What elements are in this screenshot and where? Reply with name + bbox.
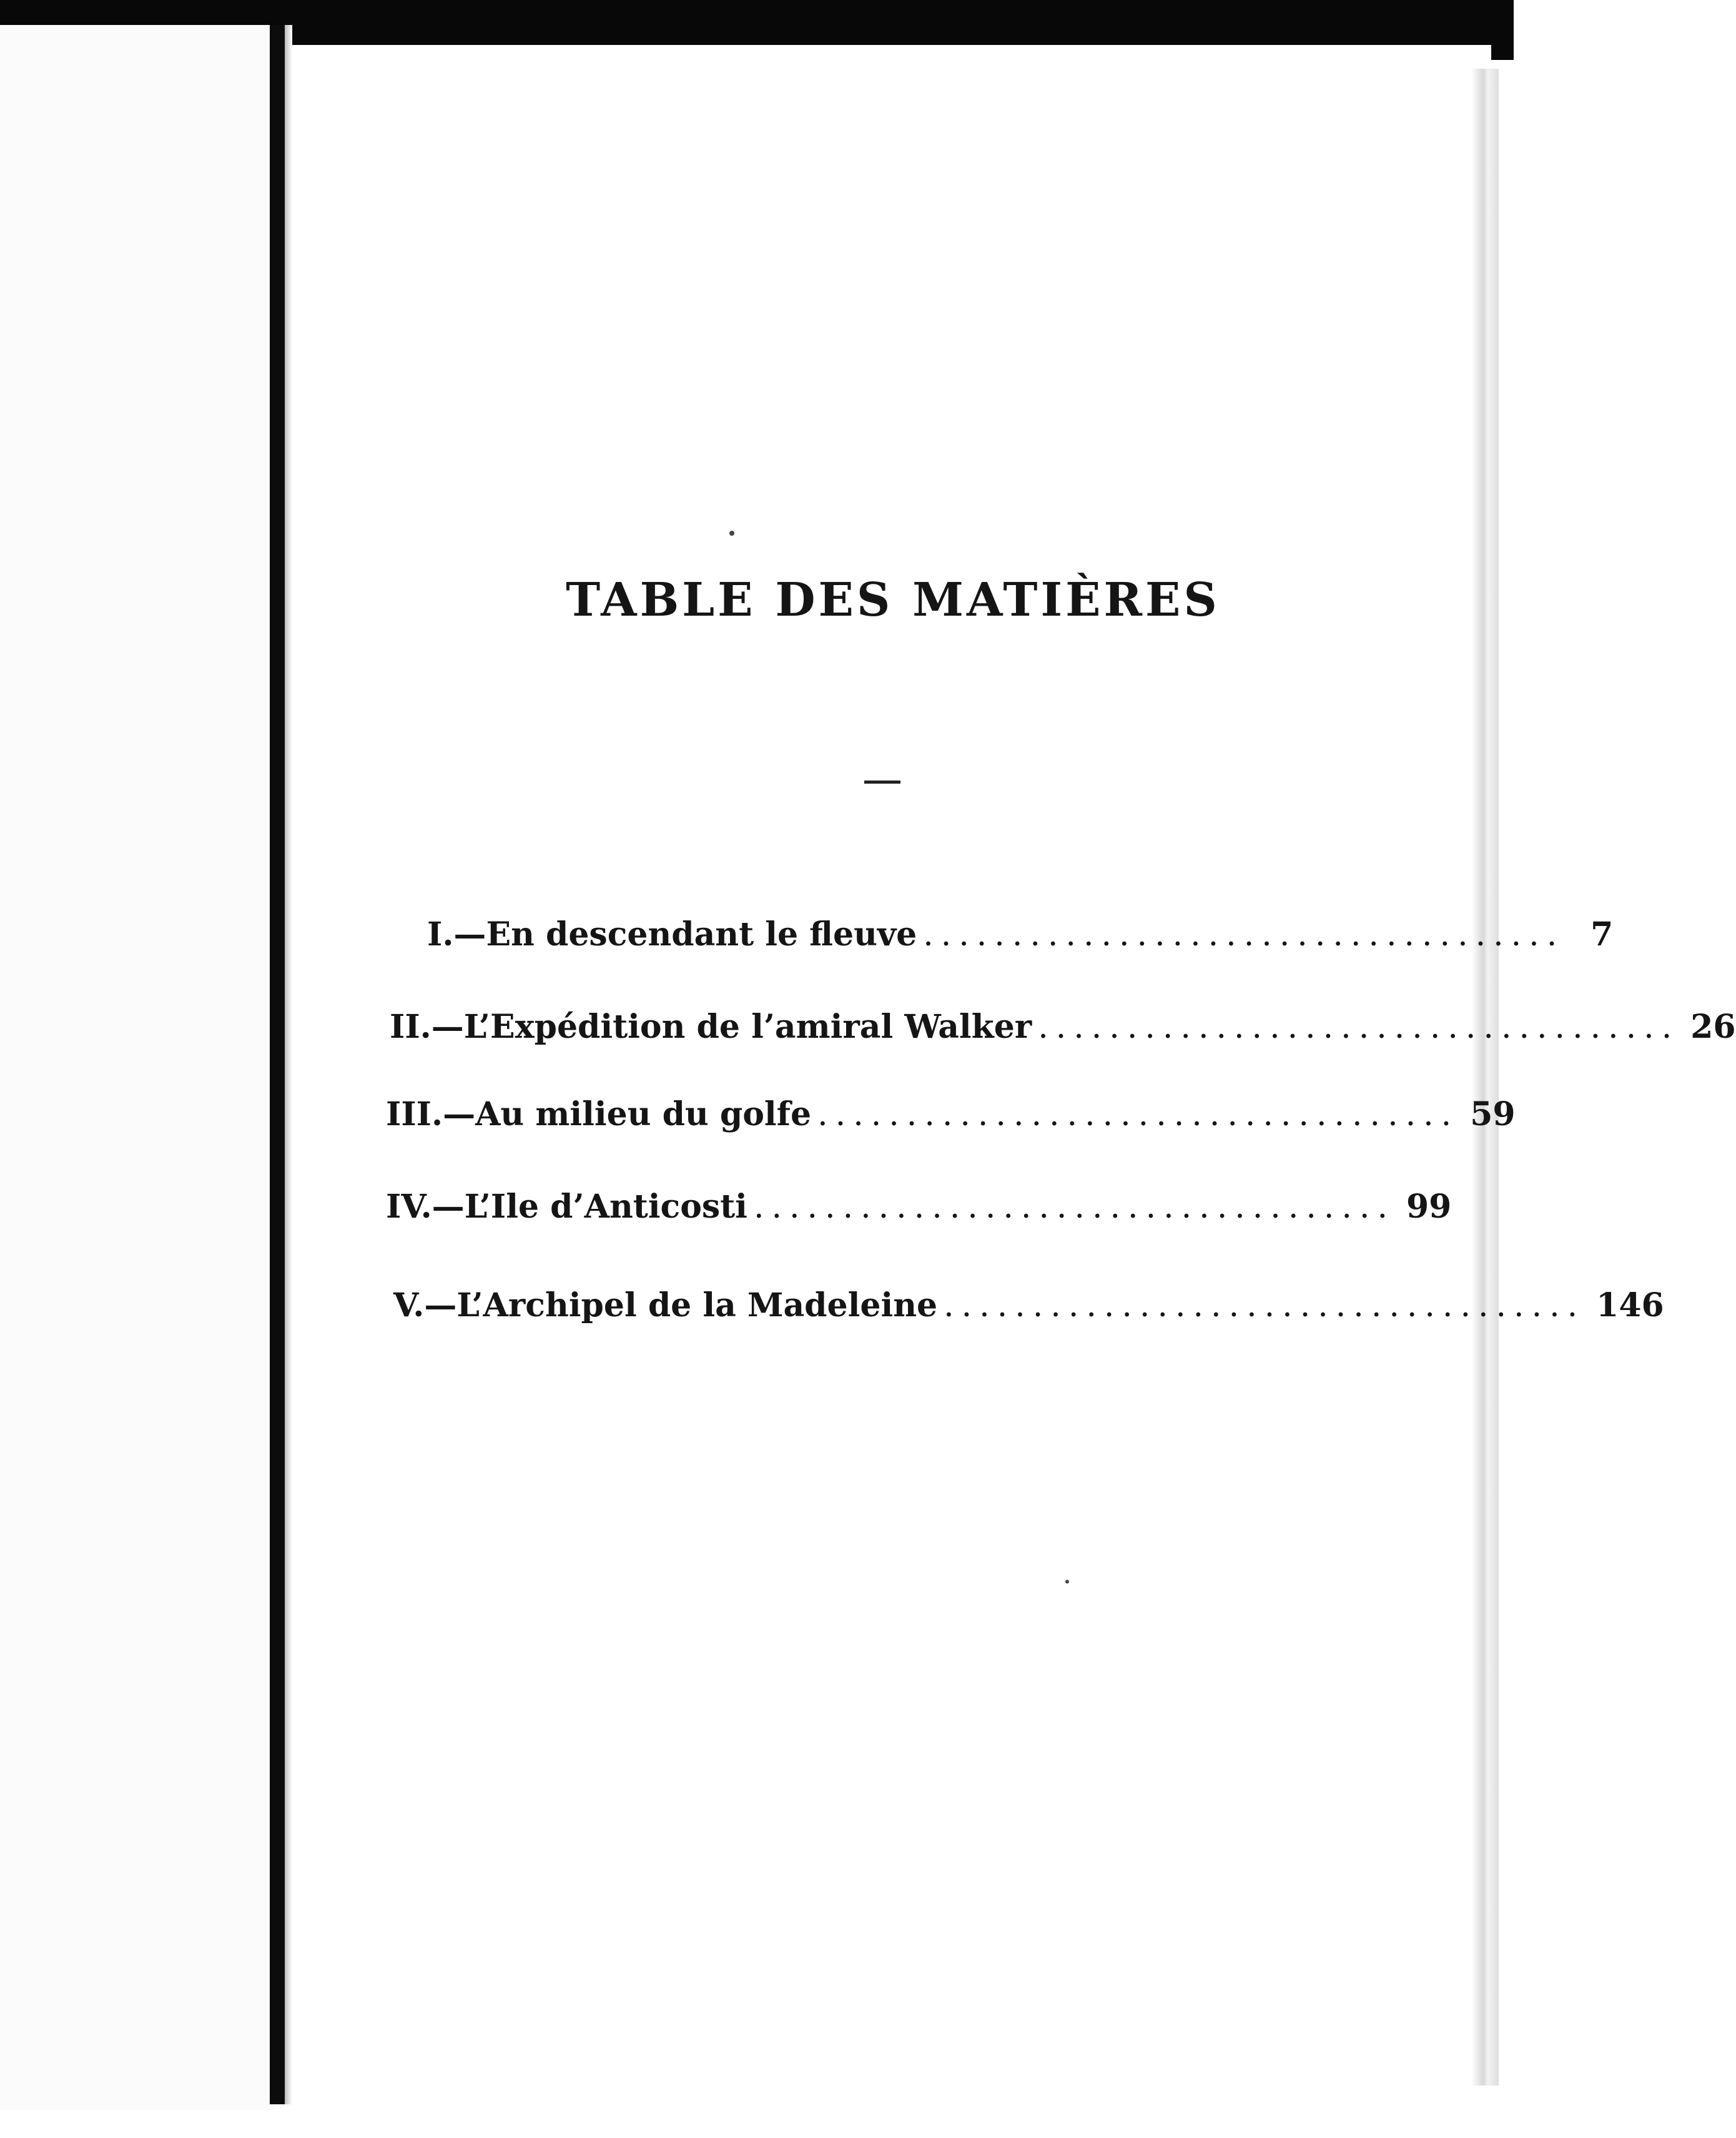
ink-speck [1065, 1580, 1069, 1584]
table-of-contents-page [292, 45, 1491, 2106]
toc-entry-title: En descendant le fleuve [486, 915, 917, 953]
toc-entry [393, 1286, 1664, 1336]
toc-entry-leader: .................................... [1038, 1008, 1680, 1046]
toc-entry-leader: .................................... [923, 916, 1565, 953]
toc-entry [386, 1095, 1516, 1145]
toc-entry-title: L’Expédition de l’amiral Walker [463, 1008, 1032, 1046]
toc-entry-page-number: 59 [1470, 1095, 1516, 1133]
toc-entry-numeral: IV.— [386, 1188, 465, 1226]
gutter-shadow [285, 25, 292, 2104]
ink-speck [729, 531, 734, 536]
toc-entry-page-number: 99 [1406, 1188, 1452, 1226]
toc-entry-page-number: 146 [1596, 1286, 1664, 1324]
toc-entry-leader: .................................... [944, 1287, 1586, 1324]
toc-entry-numeral: I.— [427, 915, 486, 953]
toc-entry-numeral: II.— [390, 1008, 464, 1046]
title-separator [864, 781, 900, 784]
toc-entry-title: L’Archipel de la Madeleine [456, 1286, 938, 1324]
toc-entry-leader: .................................... [817, 1096, 1459, 1133]
toc-entry-page-number: 26 [1690, 1008, 1736, 1046]
toc-entry-title: L’Ile d’Anticosti [464, 1188, 747, 1226]
toc-entry-numeral: III.— [386, 1095, 476, 1133]
toc-entry-page-number: 7 [1591, 915, 1614, 953]
toc-entry [386, 1188, 1452, 1238]
toc-entry-title: Au milieu du golfe [475, 1095, 812, 1133]
book-gutter [270, 25, 285, 2104]
toc-entry-leader: .................................... [753, 1188, 1395, 1226]
toc-entry-numeral: V.— [393, 1286, 457, 1324]
page-edge-shadow [1471, 69, 1499, 2086]
toc-entry [390, 1008, 1736, 1058]
toc-entry [427, 915, 1614, 965]
page-title: TABLE DES MATIÈRES [566, 573, 1220, 627]
left-blank-page [0, 25, 275, 2111]
